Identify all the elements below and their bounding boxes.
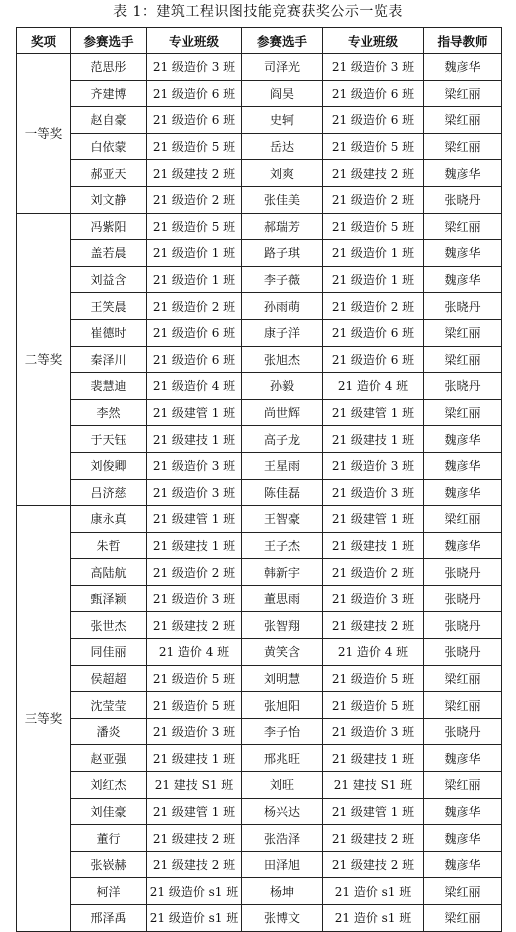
contestant-b-cell: 张旭杰: [242, 346, 323, 373]
class-a-cell: 21 级造价 1 班: [147, 266, 242, 293]
instructor-cell: 张晓丹: [424, 186, 502, 213]
class-a-cell: 21 级造价 3 班: [147, 54, 242, 81]
class-a-cell: 21 级建管 1 班: [147, 399, 242, 426]
class-a-cell: 21 级造价 5 班: [147, 213, 242, 240]
class-b-cell: 21 建技 S1 班: [323, 772, 424, 799]
instructor-cell: 魏彦华: [424, 54, 502, 81]
class-a-cell: 21 级建管 1 班: [147, 506, 242, 533]
class-b-cell: 21 级建管 1 班: [323, 399, 424, 426]
class-a-cell: 21 级造价 s1 班: [147, 878, 242, 905]
contestant-a-cell: 刘文静: [71, 186, 147, 213]
instructor-cell: 梁红丽: [424, 692, 502, 719]
contestant-a-cell: 沈莹莹: [71, 692, 147, 719]
contestant-a-cell: 刘红杰: [71, 772, 147, 799]
class-a-cell: 21 级造价 5 班: [147, 665, 242, 692]
table-row: [17, 186, 502, 213]
contestant-a-cell: 甄泽颖: [71, 585, 147, 612]
class-b-cell: 21 级造价 2 班: [323, 186, 424, 213]
table-body: [17, 54, 502, 932]
table-row: [17, 133, 502, 160]
instructor-cell: 张晓丹: [424, 293, 502, 320]
class-a-cell: 21 级建管 1 班: [147, 798, 242, 825]
contestant-b-cell: 高子龙: [242, 426, 323, 453]
class-b-cell: 21 造价 4 班: [323, 373, 424, 400]
table-row: [17, 878, 502, 905]
contestant-b-cell: 张智翔: [242, 612, 323, 639]
contestant-a-cell: 李然: [71, 399, 147, 426]
table-row: [17, 639, 502, 666]
class-b-cell: 21 级造价 6 班: [323, 107, 424, 134]
class-b-cell: 21 级造价 3 班: [323, 718, 424, 745]
instructor-cell: 张晓丹: [424, 373, 502, 400]
contestant-a-cell: 董行: [71, 825, 147, 852]
instructor-cell: 魏彦华: [424, 452, 502, 479]
contestant-a-cell: 刘益含: [71, 266, 147, 293]
class-b-cell: 21 级建技 2 班: [323, 851, 424, 878]
header-contestant-b: 参赛选手: [242, 28, 323, 54]
contestant-a-cell: 张世杰: [71, 612, 147, 639]
instructor-cell: 梁红丽: [424, 213, 502, 240]
class-a-cell: 21 级造价 5 班: [147, 692, 242, 719]
table-row: [17, 798, 502, 825]
contestant-b-cell: 邢兆旺: [242, 745, 323, 772]
table-row: [17, 665, 502, 692]
class-b-cell: 21 级造价 2 班: [323, 293, 424, 320]
contestant-b-cell: 史轲: [242, 107, 323, 134]
contestant-a-cell: 邢泽禹: [71, 905, 147, 932]
award-level-cell: 三等奖: [17, 506, 71, 932]
award-level-cell: 一等奖: [17, 54, 71, 214]
table-row: [17, 851, 502, 878]
contestant-a-cell: 潘炎: [71, 718, 147, 745]
class-b-cell: 21 级造价 5 班: [323, 213, 424, 240]
class-a-cell: 21 级造价 3 班: [147, 479, 242, 506]
class-b-cell: 21 级造价 3 班: [323, 452, 424, 479]
instructor-cell: 张晓丹: [424, 559, 502, 586]
instructor-cell: 魏彦华: [424, 426, 502, 453]
table-row: [17, 585, 502, 612]
contestant-a-cell: 同佳丽: [71, 639, 147, 666]
table-row: [17, 240, 502, 267]
table-row: [17, 54, 502, 81]
contestant-a-cell: 刘佳豪: [71, 798, 147, 825]
table-row: [17, 772, 502, 799]
contestant-b-cell: 王星雨: [242, 452, 323, 479]
contestant-a-cell: 郝亚天: [71, 160, 147, 187]
instructor-cell: 魏彦华: [424, 479, 502, 506]
instructor-cell: 魏彦华: [424, 825, 502, 852]
class-b-cell: 21 级建技 2 班: [323, 825, 424, 852]
instructor-cell: 梁红丽: [424, 665, 502, 692]
contestant-a-cell: 于天钰: [71, 426, 147, 453]
contestant-b-cell: 张佳美: [242, 186, 323, 213]
class-a-cell: 21 级造价 3 班: [147, 452, 242, 479]
instructor-cell: 魏彦华: [424, 240, 502, 267]
class-a-cell: 21 级建技 2 班: [147, 851, 242, 878]
table-row: [17, 559, 502, 586]
instructor-cell: 张晓丹: [424, 585, 502, 612]
contestant-b-cell: 康子洋: [242, 319, 323, 346]
instructor-cell: 魏彦华: [424, 160, 502, 187]
contestant-b-cell: 岳达: [242, 133, 323, 160]
contestant-b-cell: 孙雨萌: [242, 293, 323, 320]
class-a-cell: 21 级造价 6 班: [147, 346, 242, 373]
class-a-cell: 21 级造价 1 班: [147, 240, 242, 267]
contestant-a-cell: 赵自豪: [71, 107, 147, 134]
contestant-b-cell: 李子薇: [242, 266, 323, 293]
header-instructor: 指导教师: [424, 28, 502, 54]
contestant-a-cell: 柯洋: [71, 878, 147, 905]
table-row: [17, 612, 502, 639]
class-b-cell: 21 级造价 6 班: [323, 346, 424, 373]
contestant-b-cell: 杨兴达: [242, 798, 323, 825]
class-a-cell: 21 级造价 5 班: [147, 133, 242, 160]
class-a-cell: 21 级造价 6 班: [147, 319, 242, 346]
contestant-b-cell: 孙毅: [242, 373, 323, 400]
table-row: [17, 479, 502, 506]
class-b-cell: 21 级造价 2 班: [323, 559, 424, 586]
contestant-a-cell: 侯超超: [71, 665, 147, 692]
class-a-cell: 21 级造价 3 班: [147, 718, 242, 745]
instructor-cell: 梁红丽: [424, 319, 502, 346]
instructor-cell: 梁红丽: [424, 772, 502, 799]
class-b-cell: 21 级造价 6 班: [323, 80, 424, 107]
table-row: [17, 80, 502, 107]
class-b-cell: 21 级建管 1 班: [323, 506, 424, 533]
instructor-cell: 魏彦华: [424, 745, 502, 772]
class-b-cell: 21 级造价 1 班: [323, 240, 424, 267]
table-row: [17, 266, 502, 293]
table-row: [17, 452, 502, 479]
class-a-cell: 21 级建技 2 班: [147, 612, 242, 639]
table-row: [17, 532, 502, 559]
class-b-cell: 21 级建管 1 班: [323, 798, 424, 825]
instructor-cell: 梁红丽: [424, 506, 502, 533]
class-b-cell: 21 级造价 1 班: [323, 266, 424, 293]
header-award: 奖项: [17, 28, 71, 54]
table-row: [17, 107, 502, 134]
contestant-b-cell: 韩新宇: [242, 559, 323, 586]
instructor-cell: 梁红丽: [424, 878, 502, 905]
instructor-cell: 张晓丹: [424, 639, 502, 666]
class-b-cell: 21 级建技 2 班: [323, 160, 424, 187]
instructor-cell: 梁红丽: [424, 905, 502, 932]
contestant-b-cell: 王智豪: [242, 506, 323, 533]
contestant-a-cell: 张嵚赫: [71, 851, 147, 878]
instructor-cell: 梁红丽: [424, 346, 502, 373]
page-title: 表 1：建筑工程识图技能竞赛获奖公示一览表: [113, 4, 403, 20]
table-header-row: [17, 28, 502, 54]
class-a-cell: 21 建技 S1 班: [147, 772, 242, 799]
contestant-a-cell: 刘俊卿: [71, 452, 147, 479]
class-a-cell: 21 级建技 1 班: [147, 532, 242, 559]
contestant-b-cell: 尚世辉: [242, 399, 323, 426]
contestant-a-cell: 秦泽川: [71, 346, 147, 373]
class-a-cell: 21 级建技 1 班: [147, 426, 242, 453]
award-level-cell: 二等奖: [17, 213, 71, 506]
class-b-cell: 21 造价 s1 班: [323, 905, 424, 932]
header-class-a: 专业班级: [147, 28, 242, 54]
class-a-cell: 21 级造价 2 班: [147, 186, 242, 213]
contestant-b-cell: 董思雨: [242, 585, 323, 612]
instructor-cell: 梁红丽: [424, 133, 502, 160]
contestant-a-cell: 高陆航: [71, 559, 147, 586]
class-b-cell: 21 级建技 1 班: [323, 426, 424, 453]
class-a-cell: 21 级造价 2 班: [147, 559, 242, 586]
table-row: [17, 506, 502, 533]
table-row: [17, 399, 502, 426]
contestant-a-cell: 吕济慈: [71, 479, 147, 506]
class-b-cell: 21 造价 s1 班: [323, 878, 424, 905]
contestant-a-cell: 王笑晨: [71, 293, 147, 320]
class-a-cell: 21 造价 4 班: [147, 639, 242, 666]
table-row: [17, 905, 502, 932]
class-a-cell: 21 级造价 6 班: [147, 107, 242, 134]
class-a-cell: 21 级造价 2 班: [147, 293, 242, 320]
table-row: [17, 346, 502, 373]
table-row: [17, 692, 502, 719]
contestant-b-cell: 王子杰: [242, 532, 323, 559]
contestant-a-cell: 赵亚强: [71, 745, 147, 772]
instructor-cell: 魏彦华: [424, 266, 502, 293]
table-row: [17, 825, 502, 852]
class-a-cell: 21 级造价 6 班: [147, 80, 242, 107]
contestant-b-cell: 李子怡: [242, 718, 323, 745]
contestant-a-cell: 范思彤: [71, 54, 147, 81]
contestant-a-cell: 康永真: [71, 506, 147, 533]
instructor-cell: 张晓丹: [424, 718, 502, 745]
table-row: [17, 160, 502, 187]
contestant-b-cell: 路子琪: [242, 240, 323, 267]
award-table: [16, 27, 502, 932]
instructor-cell: 魏彦华: [424, 798, 502, 825]
table-row: [17, 426, 502, 453]
contestant-a-cell: 朱哲: [71, 532, 147, 559]
class-b-cell: 21 级建技 1 班: [323, 745, 424, 772]
contestant-b-cell: 阎昊: [242, 80, 323, 107]
contestant-a-cell: 白依蒙: [71, 133, 147, 160]
class-a-cell: 21 级建技 2 班: [147, 825, 242, 852]
header-contestant-a: 参赛选手: [71, 28, 147, 54]
class-b-cell: 21 级造价 3 班: [323, 479, 424, 506]
class-a-cell: 21 级建技 1 班: [147, 745, 242, 772]
class-b-cell: 21 级造价 5 班: [323, 692, 424, 719]
instructor-cell: 梁红丽: [424, 399, 502, 426]
instructor-cell: 张晓丹: [424, 612, 502, 639]
table-row: [17, 745, 502, 772]
class-b-cell: 21 级造价 5 班: [323, 665, 424, 692]
contestant-b-cell: 张浩泽: [242, 825, 323, 852]
class-b-cell: 21 级造价 6 班: [323, 319, 424, 346]
contestant-b-cell: 黄笑含: [242, 639, 323, 666]
contestant-b-cell: 杨坤: [242, 878, 323, 905]
class-b-cell: 21 级造价 3 班: [323, 54, 424, 81]
class-b-cell: 21 级造价 5 班: [323, 133, 424, 160]
class-b-cell: 21 级造价 3 班: [323, 585, 424, 612]
contestant-b-cell: 刘爽: [242, 160, 323, 187]
class-b-cell: 21 级建技 1 班: [323, 532, 424, 559]
table-row: [17, 293, 502, 320]
class-a-cell: 21 级造价 3 班: [147, 585, 242, 612]
contestant-a-cell: 齐建博: [71, 80, 147, 107]
contestant-a-cell: 裴慧迪: [71, 373, 147, 400]
instructor-cell: 魏彦华: [424, 851, 502, 878]
contestant-b-cell: 张旭阳: [242, 692, 323, 719]
table-row: [17, 319, 502, 346]
class-a-cell: 21 级建技 2 班: [147, 160, 242, 187]
contestant-a-cell: 冯紫阳: [71, 213, 147, 240]
contestant-b-cell: 刘旺: [242, 772, 323, 799]
instructor-cell: 梁红丽: [424, 80, 502, 107]
contestant-b-cell: 郝瑞芳: [242, 213, 323, 240]
table-row: [17, 213, 502, 240]
contestant-b-cell: 刘明慧: [242, 665, 323, 692]
contestant-a-cell: 崔德时: [71, 319, 147, 346]
contestant-b-cell: 陈佳磊: [242, 479, 323, 506]
class-a-cell: 21 级造价 4 班: [147, 373, 242, 400]
table-row: [17, 718, 502, 745]
instructor-cell: 梁红丽: [424, 107, 502, 134]
contestant-a-cell: 盖若晨: [71, 240, 147, 267]
class-b-cell: 21 级建技 2 班: [323, 612, 424, 639]
table-row: [17, 373, 502, 400]
instructor-cell: 魏彦华: [424, 532, 502, 559]
class-b-cell: 21 造价 4 班: [323, 639, 424, 666]
header-class-b: 专业班级: [323, 28, 424, 54]
contestant-b-cell: 田泽旭: [242, 851, 323, 878]
contestant-b-cell: 张博文: [242, 905, 323, 932]
class-a-cell: 21 级造价 s1 班: [147, 905, 242, 932]
contestant-b-cell: 司泽光: [242, 54, 323, 81]
